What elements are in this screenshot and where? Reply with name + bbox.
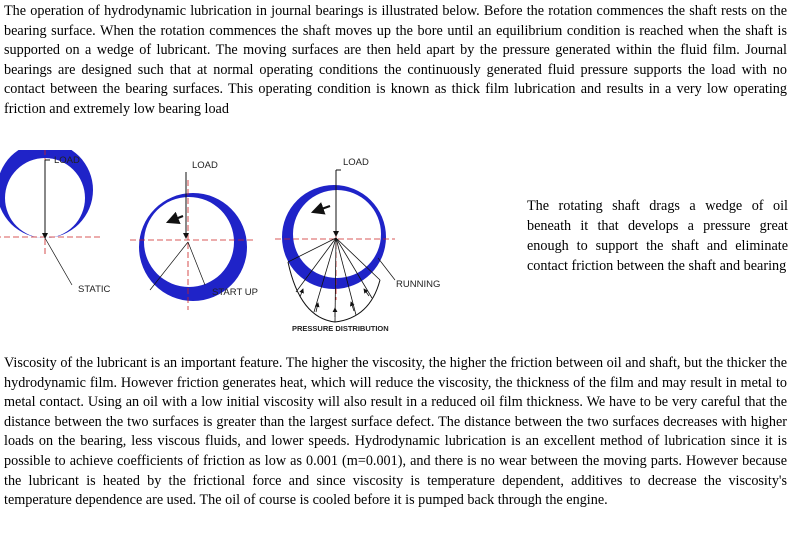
running-bearing xyxy=(275,157,440,333)
intro-paragraph: The operation of hydrodynamic lubrication in journal bearings is illustrated below. Before the rotation commences the shaft rests on the bearing surface. When the rotation commences the shaft moves up the bore until an equilibrium condition is reached when the shaft is supported on a wedge of lubricant. The moving surfaces are then held apart by the pressure generated within the fluid film. Journal bearings are designed such that at normal operating conditions the continuously generated fluid pressure supports the load with no contact between the bearing surfaces. This operating condition is known as thick film lubrication and results in a very low operating friction and extremely low bearing load xyxy=(4,3,787,117)
side-note-paragraph: The rotating shaft drags a wedge of oil beneath it that develops a pressure great enough to support the shaft and eliminate contact friction between the shaft and bearing xyxy=(527,198,788,274)
startup-bearing xyxy=(130,160,258,310)
startup-oil-film xyxy=(139,193,247,301)
static-label: STATIC xyxy=(78,284,111,295)
running-label: RUNNING xyxy=(396,279,441,290)
running-oil-film xyxy=(282,185,386,289)
pressure-distribution-label: PRESSURE DISTRIBUTION xyxy=(292,324,389,333)
running-rotation-arrow xyxy=(313,206,330,212)
static-bearing xyxy=(0,150,111,295)
startup-load-label: LOAD xyxy=(192,160,218,171)
running-load-label: LOAD xyxy=(343,157,369,168)
startup-rotation-arrow xyxy=(168,216,183,222)
viscosity-paragraph: Viscosity of the lubricant is an important feature. The higher the viscosity, the higher the friction between oil and shaft, but the thicker the hydrodynamic film. However friction generates heat, which will reduce the viscosity, the thickness of the film and may result in metal to metal contact. Using an oil with a low initial viscosity will also result in a reduced oil film thickness. We have to be very careful that the distance between the two surfaces is greater than the largest surface defect. The distance between the two surfaces decreases with higher loads on the bearing, less viscous fluids, and lower speeds. Hydrodynamic lubrication is an excellent method of lubrication since it is possible to achieve coefficients of friction as low as 0.001 (m=0.001), and there is no wear between the moving parts. However because the lubricant is heated by the frictional force and since viscosity is temperature dependent, additives to decrease the viscosity's temperature dependence are used. The oil of course is cooled before it is pumped back through the engine. xyxy=(4,355,787,509)
startup-label: START UP xyxy=(212,287,258,298)
journal-bearing-diagram xyxy=(0,150,450,340)
static-load-label: LOAD xyxy=(54,155,80,166)
